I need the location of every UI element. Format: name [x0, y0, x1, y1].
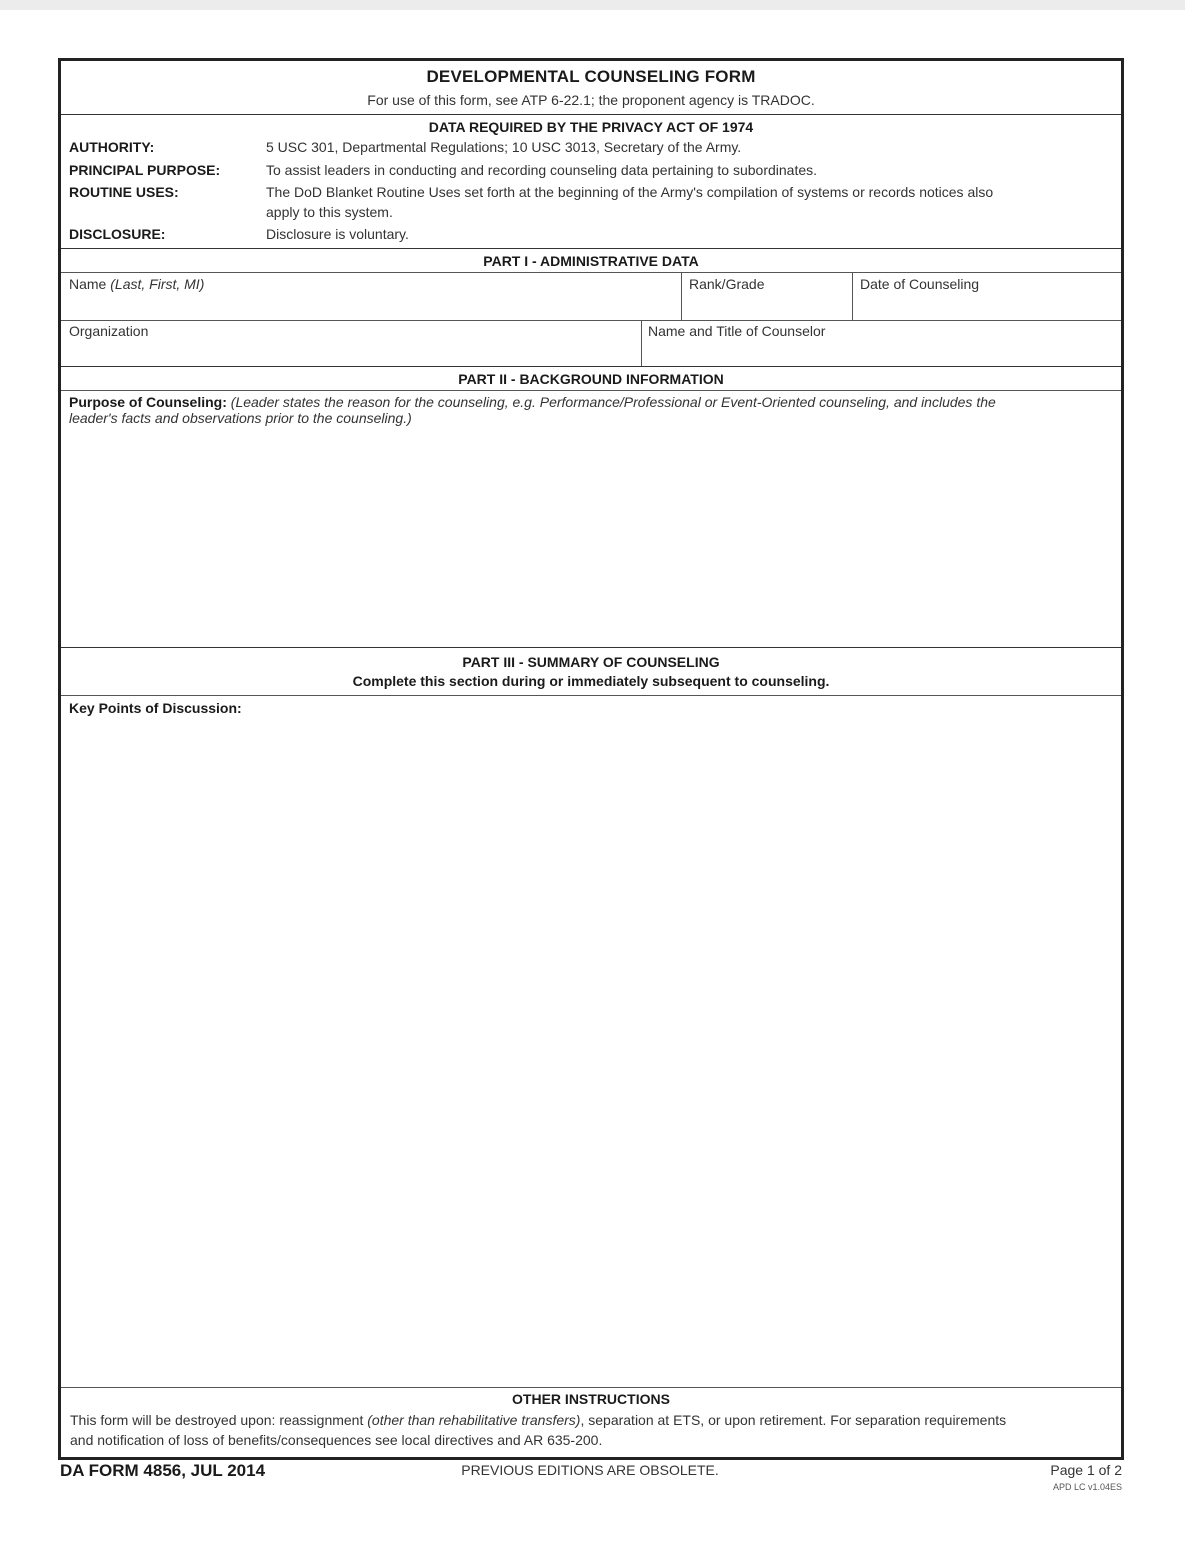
obsolete-notice: PREVIOUS EDITIONS ARE OBSOLETE.	[461, 1462, 719, 1478]
divider	[61, 695, 1121, 696]
divider	[852, 272, 853, 320]
purpose-text: To assist leaders in conducting and recording counseling data pertaining to subordinates.	[266, 162, 818, 178]
disclosure-text: Disclosure is voluntary.	[266, 226, 409, 242]
divider	[681, 272, 682, 320]
purpose-of-counseling-hint-2: leader's facts and observations prior to the counseling.)	[69, 410, 412, 426]
form-id: DA FORM 4856, JUL 2014	[60, 1461, 266, 1480]
name-label: Name	[69, 276, 107, 292]
divider	[61, 647, 1121, 648]
form-title: DEVELOPMENTAL COUNSELING FORM	[426, 67, 756, 86]
divider	[61, 248, 1121, 249]
other-text-b: (other than rehabilitative transfers)	[367, 1412, 581, 1428]
part3-header: PART III - SUMMARY OF COUNSELING	[462, 654, 720, 670]
counseling-form	[58, 58, 1124, 1460]
date-of-counseling-field[interactable]: Date of Counseling	[860, 276, 980, 292]
purpose-of-counseling-label: Purpose of Counseling:	[69, 394, 227, 410]
key-points-label: Key Points of Discussion:	[69, 700, 242, 716]
key-points-textarea[interactable]	[63, 721, 1119, 1386]
page-number: Page 1 of 2	[1050, 1462, 1122, 1478]
other-instructions-text-1	[70, 1412, 1115, 1428]
other-instructions-header: OTHER INSTRUCTIONS	[512, 1391, 670, 1407]
form-subtitle: For use of this form, see ATP 6-22.1; the proponent agency is TRADOC.	[367, 92, 815, 108]
routine-uses-text-2: apply to this system.	[266, 204, 393, 220]
name-hint: (Last, First, MI)	[110, 276, 205, 292]
other-text-c: , separation at ETS, or upon retirement. For separation requirements	[580, 1412, 1007, 1428]
divider	[61, 114, 1121, 115]
divider	[61, 390, 1121, 391]
part1-header: PART I - ADMINISTRATIVE DATA	[483, 253, 699, 269]
divider	[61, 272, 1121, 273]
other-text-a: This form will be destroyed upon: reassignment	[70, 1412, 368, 1428]
other-instructions-text-2: and notification of loss of benefits/consequences see local directives and AR 635-200.	[70, 1432, 603, 1448]
purpose-label: PRINCIPAL PURPOSE:	[69, 162, 221, 178]
routine-uses-label: ROUTINE USES:	[69, 184, 179, 200]
divider	[641, 320, 642, 366]
part3-subheader: Complete this section during or immediately subsequent to counseling.	[352, 673, 830, 689]
version-tag: APD LC v1.04ES	[1052, 1482, 1122, 1492]
authority-label: AUTHORITY:	[69, 139, 155, 155]
divider	[61, 366, 1121, 367]
top-bar	[0, 0, 1185, 10]
part2-header: PART II - BACKGROUND INFORMATION	[458, 371, 724, 387]
divider	[61, 1387, 1121, 1388]
organization-field[interactable]: Organization	[69, 323, 149, 339]
purpose-of-counseling-hint-1: (Leader states the reason for the counseling, e.g. Performance/Professional or Event-Oriented counseling, and includes the	[230, 394, 996, 410]
divider	[61, 320, 1121, 321]
counselor-field[interactable]: Name and Title of Counselor	[648, 323, 826, 339]
privacy-header: DATA REQUIRED BY THE PRIVACY ACT OF 1974	[428, 119, 754, 135]
purpose-of-counseling-field[interactable]	[69, 394, 1114, 426]
authority-text: 5 USC 301, Departmental Regulations; 10 USC 3013, Secretary of the Army.	[266, 139, 742, 155]
routine-uses-text-1: The DoD Blanket Routine Uses set forth at the beginning of the Army's compilation of systems or records notices also	[266, 184, 994, 200]
disclosure-label: DISCLOSURE:	[69, 226, 166, 242]
rank-grade-field[interactable]: Rank/Grade	[689, 276, 765, 292]
name-field[interactable]	[69, 276, 204, 292]
